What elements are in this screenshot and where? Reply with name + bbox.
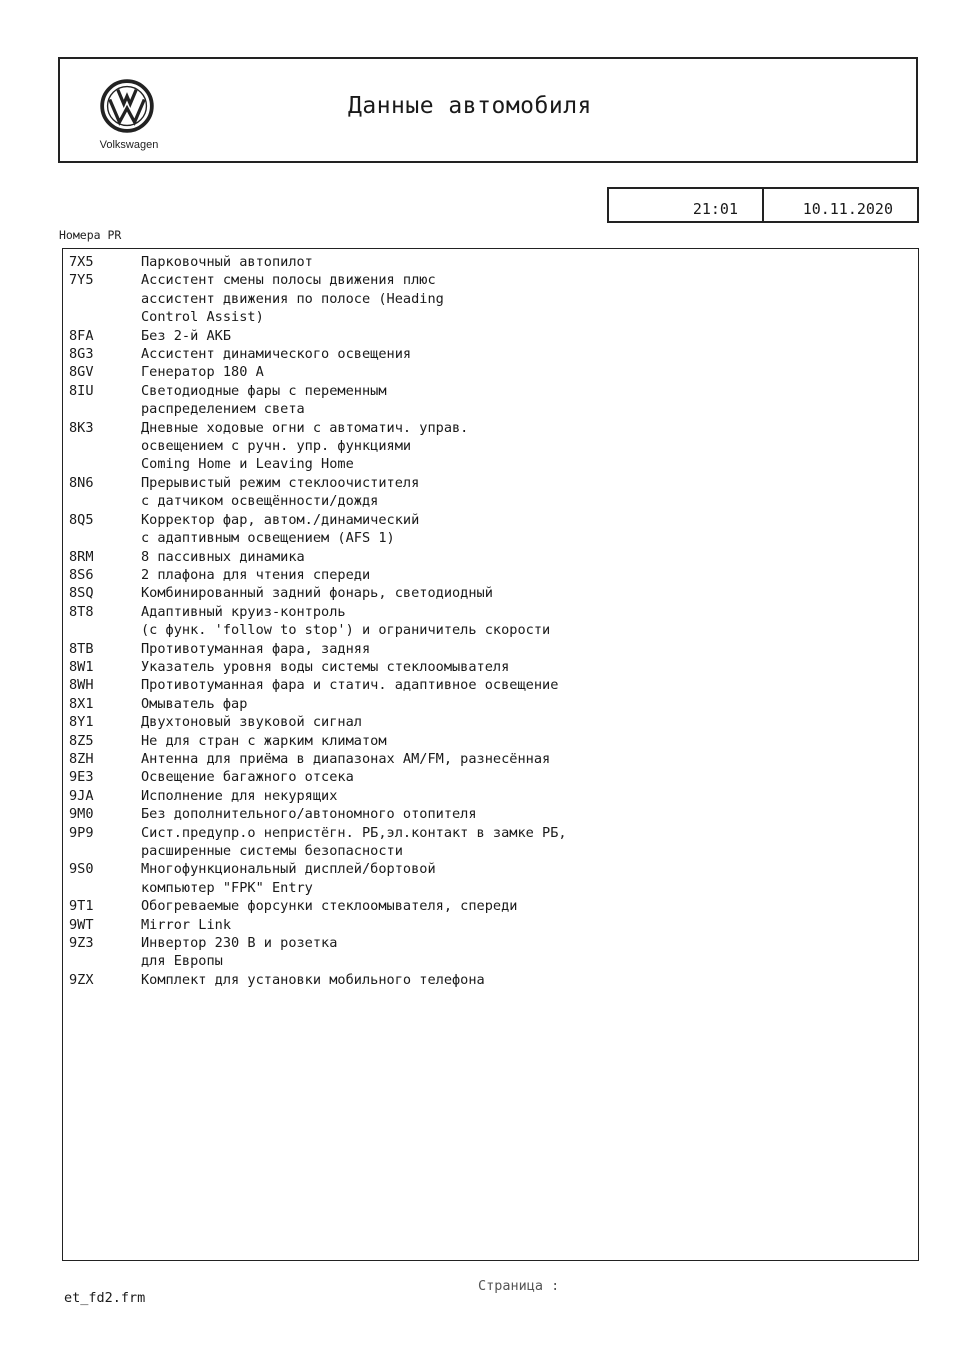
pr-description xyxy=(141,548,918,566)
table-row xyxy=(63,971,918,989)
pr-description-line: Без дополнительного/автономного отопителя xyxy=(141,806,477,823)
pr-description xyxy=(141,271,918,326)
pr-description-line: Противотуманная фара, задняя xyxy=(141,640,371,657)
table-row xyxy=(63,363,918,381)
pr-code: 8N6 xyxy=(69,474,94,491)
table-row xyxy=(63,750,918,768)
pr-description-line: Омыватель фар xyxy=(141,695,248,712)
table-row xyxy=(63,548,918,566)
header-box xyxy=(58,57,918,163)
pr-code: 8FA xyxy=(69,327,94,344)
pr-code: 8WH xyxy=(69,677,94,694)
pr-code: 8G3 xyxy=(69,346,94,363)
pr-description-line: Антенна для приёма в диапазонах AM/FM, разнесённая xyxy=(141,750,551,767)
pr-description-line: Прерывистый режим стеклоочистителя xyxy=(141,474,420,491)
table-row xyxy=(63,897,918,915)
table-row xyxy=(63,805,918,823)
table-row xyxy=(63,676,918,694)
table-row xyxy=(63,327,918,345)
pr-code: 9WT xyxy=(69,916,94,933)
table-row xyxy=(63,732,918,750)
table-row xyxy=(63,916,918,934)
print-time: 21:01 xyxy=(609,189,764,221)
pr-code: 9E3 xyxy=(69,769,94,786)
pr-description-line: с датчиком освещённости/дождя xyxy=(141,493,379,510)
pr-description xyxy=(141,382,918,419)
pr-code: 7X5 xyxy=(69,254,94,270)
pr-description xyxy=(141,934,918,971)
pr-description-line: Инвертор 230 В и розетка xyxy=(141,935,338,952)
pr-code: 8W1 xyxy=(69,658,94,675)
pr-code: 8IU xyxy=(69,382,94,399)
pr-code: 8X1 xyxy=(69,695,94,712)
pr-code: 8SQ xyxy=(69,585,94,602)
pr-description xyxy=(141,584,918,602)
pr-description-line: компьютер "FPK" Entry xyxy=(141,879,313,896)
pr-description-line: Сист.предупр.о непристёгн. РБ,эл.контакт в замке РБ, xyxy=(141,824,567,841)
pr-description xyxy=(141,897,918,915)
pr-code: 9Z3 xyxy=(69,935,94,952)
pr-code: 8ZH xyxy=(69,750,94,767)
pr-description-line: для Европы xyxy=(141,953,223,970)
pr-description xyxy=(141,345,918,363)
pr-description xyxy=(141,695,918,713)
pr-description xyxy=(141,732,918,750)
pr-description xyxy=(141,566,918,584)
pr-code: 9ZX xyxy=(69,971,94,988)
pr-code: 8Q5 xyxy=(69,511,94,528)
pr-description-line: Комбинированный задний фонарь, светодиодный xyxy=(141,585,493,602)
pr-description xyxy=(141,363,918,381)
pr-description-line: Обогреваемые форсунки стеклоомывателя, спереди xyxy=(141,898,518,915)
pr-description-line: Дневные ходовые огни с автоматич. управ. xyxy=(141,419,469,436)
pr-description-line: Двухтоновый звуковой сигнал xyxy=(141,714,362,731)
table-row xyxy=(63,382,918,419)
pr-description xyxy=(141,327,918,345)
pr-code: 8RM xyxy=(69,548,94,565)
pr-description-line: Исполнение для некурящих xyxy=(141,787,338,804)
pr-description-line: Противотуманная фара и статич. адаптивное освещение xyxy=(141,677,559,694)
pr-description xyxy=(141,658,918,676)
pr-description-line: Парковочный автопилот xyxy=(141,254,313,270)
pr-description xyxy=(141,474,918,511)
document-title: Данные автомобиля xyxy=(348,93,592,119)
pr-description-line: Генератор 180 А xyxy=(141,364,264,381)
pr-description-line: распределением света xyxy=(141,401,305,418)
pr-description-line: Control Assist) xyxy=(141,309,264,326)
pr-description xyxy=(141,768,918,786)
volkswagen-logo-icon xyxy=(100,79,154,133)
table-row xyxy=(63,934,918,971)
pr-description-line: Многофункциональный дисплей/бортовой xyxy=(141,861,436,878)
pr-description xyxy=(141,713,918,731)
pr-code: 7Y5 xyxy=(69,272,94,289)
form-name: et_fd2.frm xyxy=(64,1290,146,1306)
pr-description xyxy=(141,676,918,694)
pr-code: 8K3 xyxy=(69,419,94,436)
pr-description xyxy=(141,750,918,768)
print-date: 10.11.2020 xyxy=(802,200,893,218)
table-row xyxy=(63,713,918,731)
pr-description-line: Светодиодные фары с переменным xyxy=(141,382,387,399)
table-row xyxy=(63,695,918,713)
page-label: Страница : xyxy=(478,1278,560,1294)
pr-description xyxy=(141,511,918,548)
pr-description-line: Не для стран с жарким климатом xyxy=(141,732,387,749)
pr-code: 9M0 xyxy=(69,806,94,823)
table-row xyxy=(63,271,918,326)
pr-description xyxy=(141,787,918,805)
table-row xyxy=(63,566,918,584)
pr-description-line: 8 пассивных динамика xyxy=(141,548,305,565)
pr-description xyxy=(141,916,918,934)
table-row xyxy=(63,474,918,511)
pr-description-line: освещением с ручн. упр. функциями xyxy=(141,438,412,455)
pr-description-line: Корректор фар, автом./динамический xyxy=(141,511,420,528)
table-row xyxy=(63,345,918,363)
pr-description-line: 2 плафона для чтения спереди xyxy=(141,566,371,583)
pr-description xyxy=(141,824,918,861)
table-row xyxy=(63,658,918,676)
pr-code: 9T1 xyxy=(69,898,94,915)
pr-description-line: Coming Home и Leaving Home xyxy=(141,456,354,473)
table-row xyxy=(63,640,918,658)
pr-description xyxy=(141,603,918,640)
pr-number-table xyxy=(62,248,919,1261)
pr-description xyxy=(141,971,918,989)
pr-description-line: Комплект для установки мобильного телефона xyxy=(141,971,485,988)
pr-code: 8GV xyxy=(69,364,94,381)
datetime-box xyxy=(607,187,919,223)
table-row xyxy=(63,584,918,602)
pr-code: 8TB xyxy=(69,640,94,657)
table-row xyxy=(63,511,918,548)
pr-description-line: ассистент движения по полосе (Heading xyxy=(141,290,444,307)
pr-description-line: Mirror Link xyxy=(141,916,232,933)
table-row xyxy=(63,419,918,474)
table-row xyxy=(63,860,918,897)
pr-code: 9P9 xyxy=(69,824,94,841)
table-row xyxy=(63,768,918,786)
pr-description xyxy=(141,860,918,897)
pr-code: 8T8 xyxy=(69,603,94,620)
pr-description xyxy=(141,419,918,474)
pr-description xyxy=(141,805,918,823)
pr-description-line: Ассистент смены полосы движения плюс xyxy=(141,272,436,289)
table-row xyxy=(63,824,918,861)
pr-description-line: Адаптивный круиз-контроль xyxy=(141,603,346,620)
pr-code: 9JA xyxy=(69,787,94,804)
table-row xyxy=(63,253,918,271)
pr-number-rows xyxy=(63,253,918,989)
pr-description-line: расширенные системы безопасности xyxy=(141,843,403,859)
pr-code: 8Y1 xyxy=(69,714,94,731)
pr-description-line: (с функ. 'follow to stop') и ограничитель скорости xyxy=(141,622,551,639)
pr-code: 8Z5 xyxy=(69,732,94,749)
brand-name: Volkswagen xyxy=(99,139,159,151)
pr-description-line: Освещение багажного отсека xyxy=(141,769,354,786)
pr-code: 9S0 xyxy=(69,861,94,878)
table-row xyxy=(63,603,918,640)
section-label: Номера PR xyxy=(59,228,122,242)
pr-code: 8S6 xyxy=(69,566,94,583)
pr-description xyxy=(141,640,918,658)
pr-description-line: Указатель уровня воды системы стеклоомывателя xyxy=(141,658,510,675)
table-row xyxy=(63,787,918,805)
pr-description-line: с адаптивным освещением (AFS 1) xyxy=(141,530,395,547)
pr-description xyxy=(141,253,918,271)
pr-description-line: Без 2-й АКБ xyxy=(141,327,232,344)
pr-description-line: Ассистент динамического освещения xyxy=(141,346,412,363)
